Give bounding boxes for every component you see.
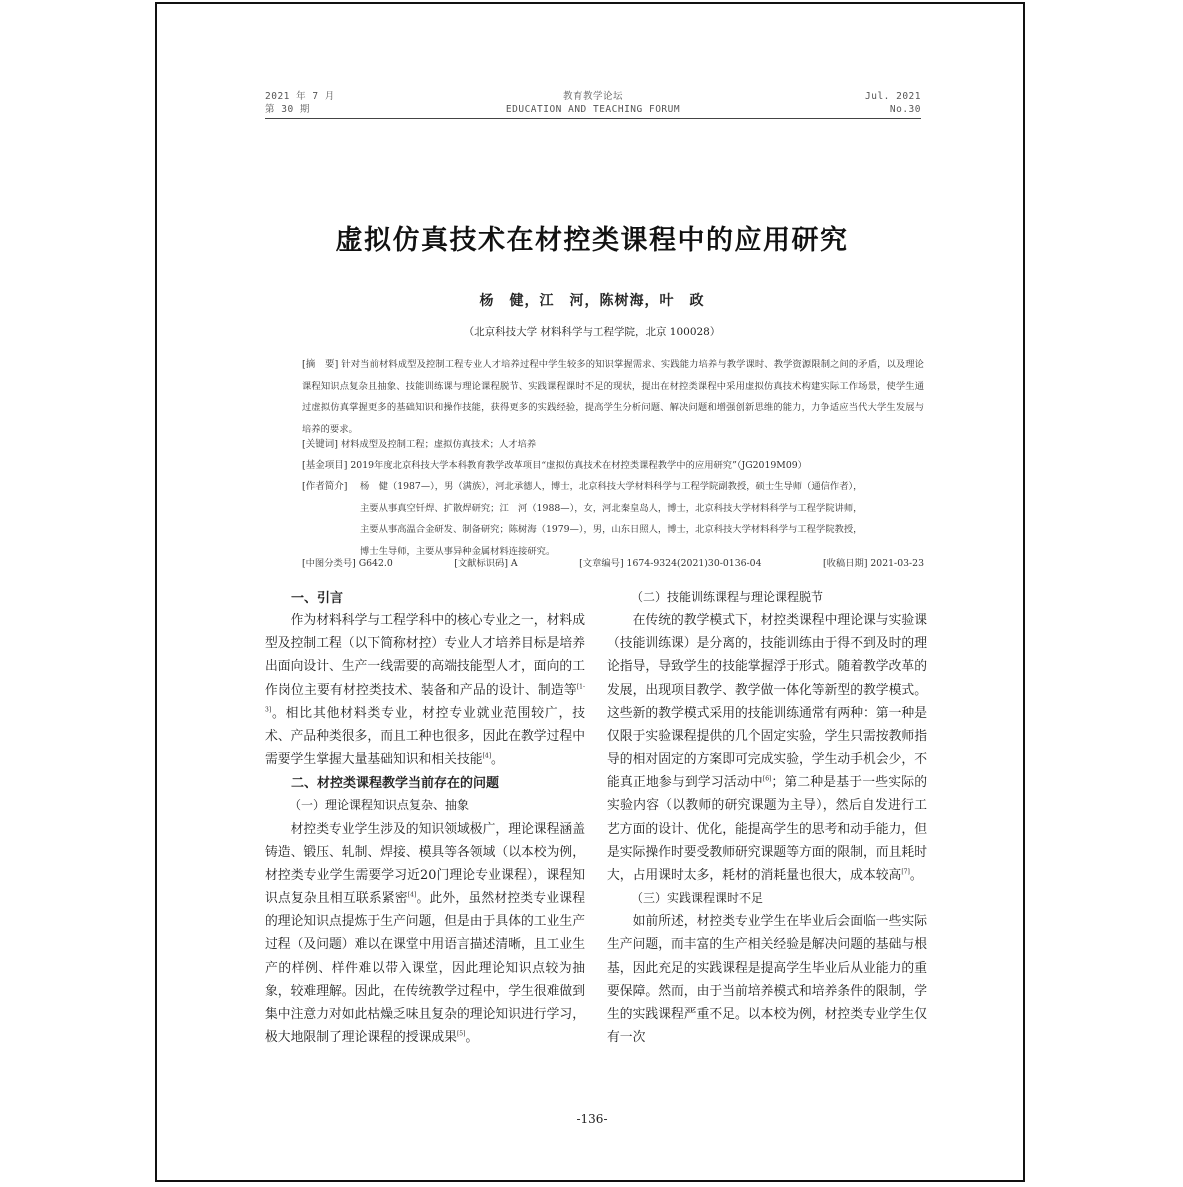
page-frame [155,2,1025,1182]
section-heading: 二、材控类课程教学当前存在的问题 [291,775,500,791]
author-bio-block [302,476,924,562]
abstract-block [302,354,924,442]
page-number: -136- [576,1112,608,1126]
journal-name-cn: 教育教学论坛 [562,91,623,102]
article-number: [文章编号] 1674-9324(2021)30-0136-04 [579,558,762,569]
header-issue-en: No.30 [889,104,921,115]
header-center [265,90,921,116]
journal-name-en: EDUCATION AND TEACHING FORUM [505,104,681,115]
paper-title: 虚拟仿真技术在材控类课程中的应用研究 [335,225,849,256]
citation: [4] [407,891,417,899]
received-date: [收稿日期] 2021-03-23 [823,558,924,569]
header-date-en: Jul. 2021 [865,91,921,102]
clc-number: [中图分类号] G642.0 [302,558,393,569]
fund-text: 2019年度北京科技大学本科教育教学改革项目“虚拟仿真技术在材控类课程教学中的应用研究”（JG2019M09） [350,460,807,471]
paper-affiliation: （北京科技大学 材料科学与工程学院，北京 100028） [463,326,721,338]
citation: [7] [901,868,910,876]
keywords-text: 材料成型及控制工程；虚拟仿真技术；人才培养 [340,439,537,450]
header-issue: 第 30 期 [265,104,310,115]
keywords-block [302,434,924,456]
citation: [4] [482,752,492,760]
keywords-label: [关键词] [302,439,338,450]
citation: [1-3] [265,683,585,714]
subsection-heading: （三）实践课程课时不足 [631,891,764,906]
body-paragraph: 材控类专业学生涉及的知识领域极广，理论课程涵盖铸造、锻压、轧制、焊接、模具等各领域（以本校为例，材控类专业学生需要学习近20门理论专业课程），课程知识点复杂且相互联系紧密[4]。此外，虽然材控类专业课程的理论知识点提炼于生产问题，但是由于具体的工业生产过程（及问题）难以在课堂中用语言描述清晰，且工业生产的样例、样件难以带入课堂，因此理论知识点较为抽象，较难理解。因此，在传统教学过程中，学生很难做到集中注意力对如此枯燥乏味且复杂的理论知识进行学习，极大地限制了理论课程的授课成果[5]。 [265,821,586,1045]
body-column-right [607,586,927,1049]
author-bio-line: 主要从事真空钎焊、扩散焊研究；江 河（1988—），女，河北秦皇岛人，博士，北京科技大学材料科学与工程学院讲师， [360,502,863,514]
section-heading: 一、引言 [291,590,344,605]
author-bio-label: [作者简介] [302,481,348,492]
body-paragraph: 作为材料科学与工程学科中的核心专业之一，材料成型及控制工程（以下简称材控）专业人才培养目标是培养出面向设计、生产一线需要的高端技能型人才，面向的工作岗位主要有材控类技术、装备和产品的设计、制造等[1-3]。相比其他材料类专业，材控专业就业范围较广，技术、产品种类很多，而且工种也很多，因此在教学过程中需要学生掌握大量基础知识和相关技能[4]。 [265,613,585,768]
running-header [265,90,921,118]
abstract-label: [摘 要] [302,359,339,370]
paper-authors: 杨 健，江 河，陈树海，叶 政 [479,293,705,309]
author-bio-line: 博士生导师，主要从事异种金属材料连接研究。 [360,545,556,557]
abstract-text: 针对当前材料成型及控制工程专业人才培养过程中学生较多的知识掌握需求、实践能力培养与教学课时、教学资源限制之间的矛盾，以及理论课程知识点复杂且抽象、技能训练课与理论课程脱节、实践课程课时不足的现状，提出在材控类课程中采用虚拟仿真技术构建实际工作场景，使学生通过虚拟仿真掌握更多的基础知识和操作技能，获得更多的实践经验，提高学生分析问题、解决问题和增强创新思维的能力，力争适应当代大学生发展与培养的要求。 [302,359,924,435]
header-rule [265,118,921,119]
header-date: 2021 年 7 月 [265,91,335,102]
header-right [865,90,921,116]
subsection-heading: （一）理论课程知识点复杂、抽象 [289,798,470,813]
author-bio-line: 杨 健（1987—），男（满族），河北承德人，博士，北京科技大学材料科学与工程学院副教授，硕士生导师（通信作者）， [360,481,863,492]
subsection-heading: （二）技能训练课程与理论课程脱节 [631,590,824,604]
fund-block [302,455,924,477]
body-paragraph: 如前所述，材控类专业学生在毕业后会面临一些实际生产问题，而丰富的生产相关经验是解决问题的基础与根基，因此充足的实践课程是提高学生毕业后从业能力的重要保障。然而，由于当前培养模式和培养条件的限制，学生的实践课程严重不足。以本校为例，材控类专业学生仅有一次 [607,914,927,1045]
body-paragraph: 在传统的教学模式下，材控类课程中理论课与实验课（技能训练课）是分离的，技能训练由于得不到及时的理论指导，导致学生的技能掌握浮于形式。随着教学改革的发展，出现项目教学、教学做一体化等新型的教学模式。这些新的教学模式采用的技能训练通常有两种：第一种是仅限于实验课程提供的几个固定实验，学生只需按教师指导的相对固定的方案即可完成实验，学生动手机会少，不能真正地参与到学习活动中[6]；第二种是基于一些实际的实验内容（以教师的研究课题为主导），然后自发进行工艺方面的设计、优化，能提高学生的思考和动手能力，但是实际操作时要受教师研究课题等方面的限制，而且耗时大，占用课时太多，耗材的消耗量也很大，成本较高[7]。 [607,613,928,883]
fund-label: [基金项目] [302,460,348,471]
classification-row [302,553,924,575]
document-code: [文献标识码] A [454,558,518,569]
body-column-left [265,586,585,1049]
paper-page [157,4,1027,1184]
author-bio-line: 主要从事高温合金研发、制备研究；陈树海（1979—），男，山东日照人，博士，北京科技大学材料科学与工程学院教授， [360,524,863,535]
citation: [5] [456,1030,466,1038]
citation: [6] [762,775,772,783]
